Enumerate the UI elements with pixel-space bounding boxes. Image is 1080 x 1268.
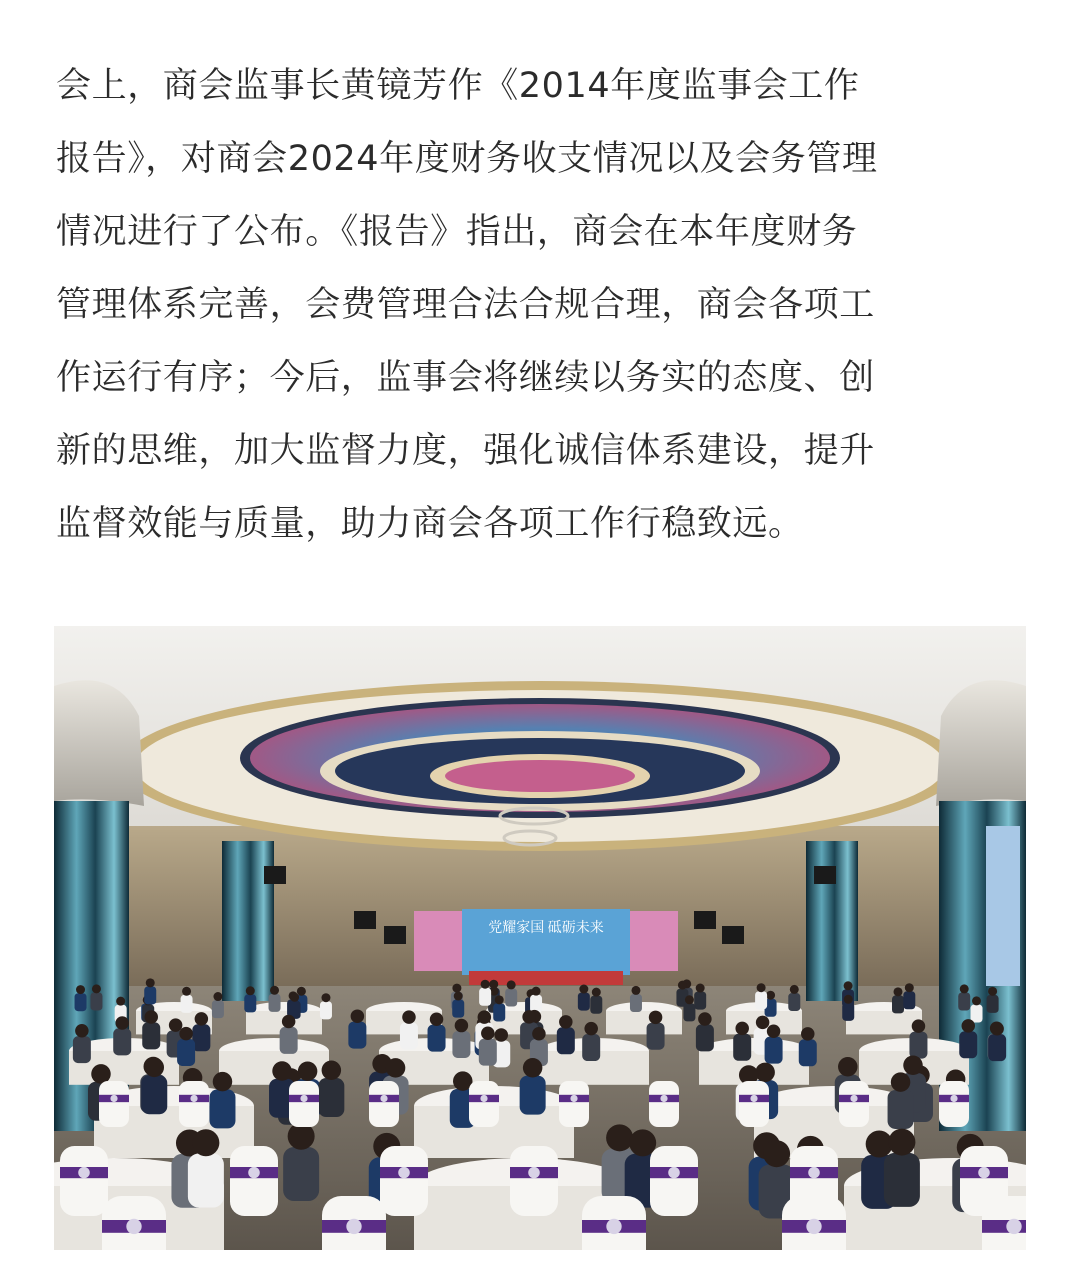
guest-body <box>590 996 602 1014</box>
chair-sash-buckle <box>850 1095 857 1102</box>
chair-cover <box>649 1081 679 1127</box>
chair-cover <box>230 1146 278 1216</box>
ceiling-center-light <box>445 760 635 792</box>
guest-body <box>557 1027 575 1054</box>
chair-sash-buckle <box>346 1219 361 1234</box>
guest-body <box>212 1000 224 1018</box>
guest-body <box>113 1028 131 1055</box>
guest-body <box>755 991 767 1009</box>
article-paragraph <box>56 50 1026 561</box>
guest-head <box>629 1129 656 1156</box>
guest-head <box>495 995 504 1004</box>
guest-head <box>755 1063 775 1083</box>
guest-body <box>400 1023 418 1050</box>
chair-sash-buckle <box>660 1095 667 1102</box>
guest-body <box>987 995 999 1013</box>
guest-body <box>75 993 87 1011</box>
guest-head <box>282 1015 296 1029</box>
guest-head <box>763 1140 790 1167</box>
paragraph-line: 会上，商会监事长黄镜芳作《2014年度监事会工作 <box>56 66 860 106</box>
chair-sash-buckle <box>380 1095 387 1102</box>
guest-head <box>75 1024 89 1038</box>
side-screen-right <box>630 911 678 971</box>
chair-cover <box>739 1081 769 1127</box>
guest-head <box>179 1027 193 1041</box>
guest-body <box>842 1003 854 1021</box>
guest-body <box>683 1003 695 1021</box>
chair-sash-buckle <box>398 1167 410 1179</box>
guest-head <box>559 1015 573 1029</box>
chair-sash-buckle <box>750 1095 757 1102</box>
guest-head <box>115 1016 128 1030</box>
guest-head <box>116 997 125 1006</box>
paragraph-line: 情况进行了公布。《报告》指出，商会在本年度财务 <box>56 212 858 252</box>
chair-sash-buckle <box>1006 1219 1021 1234</box>
paragraph-line: 作运行有序；今后，监事会将继续以务实的态度、创 <box>56 358 875 398</box>
paragraph-line: 管理体系完善，会费管理合法合规合理，商会各项工 <box>56 285 875 325</box>
guest-head <box>146 978 155 987</box>
guest-head <box>321 993 330 1002</box>
chair-sash-buckle <box>570 1095 577 1102</box>
guest-head <box>270 986 279 995</box>
guest-head <box>696 984 705 993</box>
chair-cover <box>939 1081 969 1127</box>
guest-head <box>298 1061 318 1081</box>
guest-body <box>694 992 706 1010</box>
guest-body <box>696 1024 714 1051</box>
guest-head <box>532 1027 546 1041</box>
chair-cover <box>179 1081 209 1127</box>
chair-sash-buckle <box>806 1219 821 1234</box>
guest-head <box>962 1019 976 1033</box>
guest-body <box>733 1034 751 1061</box>
guest-head <box>606 1124 633 1151</box>
guest-head <box>790 985 799 994</box>
guest-body <box>493 1003 505 1021</box>
chair-cover <box>380 1146 428 1216</box>
guest-body <box>141 1075 167 1114</box>
guest-head <box>649 1011 663 1025</box>
stage-light <box>354 911 376 929</box>
guest-head <box>213 992 222 1001</box>
guest-head <box>454 992 463 1001</box>
guest-head <box>322 1061 342 1081</box>
chair-cover <box>99 1081 129 1127</box>
guest-head <box>272 1061 292 1081</box>
guest-head <box>685 995 694 1004</box>
guest-body <box>181 995 193 1013</box>
guest-body <box>283 1147 319 1201</box>
guest-body <box>888 1090 914 1129</box>
chair-cover <box>369 1081 399 1127</box>
guest-head <box>455 1019 469 1033</box>
left-inner-pillar <box>222 841 274 1001</box>
chair-sash-buckle <box>978 1167 990 1179</box>
guest-body <box>958 992 970 1010</box>
chair-sash-buckle <box>126 1219 141 1234</box>
guest-body <box>971 1005 983 1023</box>
chair-cover <box>60 1146 108 1216</box>
guest-body <box>505 989 517 1007</box>
guest-head <box>579 985 588 994</box>
guest-head <box>76 985 85 994</box>
guest-body <box>630 994 642 1012</box>
guest-head <box>631 986 640 995</box>
guest-body <box>479 1039 497 1066</box>
guest-body <box>452 1031 470 1058</box>
guest-head <box>678 981 687 990</box>
guest-head <box>351 1009 365 1023</box>
guest-body <box>188 1154 224 1208</box>
stage-light <box>814 866 836 884</box>
guest-body <box>892 995 904 1013</box>
chair-sash-buckle <box>668 1167 680 1179</box>
guest-body <box>90 992 102 1010</box>
chair-cover <box>289 1081 319 1127</box>
guest-head <box>402 1010 416 1024</box>
guest-body <box>799 1039 817 1066</box>
guest-body <box>428 1025 446 1052</box>
guest-head <box>478 1010 492 1024</box>
guest-body <box>909 1032 927 1059</box>
stage-light <box>384 926 406 944</box>
guest-body <box>209 1089 235 1128</box>
guest-head <box>91 1064 111 1084</box>
guest-body <box>988 1034 1006 1061</box>
table-skirt <box>846 1011 922 1034</box>
banquet-hall-photo <box>54 626 1026 1250</box>
chair-sash-buckle <box>110 1095 117 1102</box>
banquet-hall-illustration <box>54 626 1026 1250</box>
chair-sash-buckle <box>248 1167 260 1179</box>
guest-body <box>530 995 542 1013</box>
chair-sash-buckle <box>606 1219 621 1234</box>
guest-head <box>290 993 299 1002</box>
stage-light <box>722 926 744 944</box>
guest-body <box>647 1023 665 1050</box>
guest-head <box>767 1024 781 1038</box>
guest-head <box>430 1013 444 1027</box>
guest-head <box>92 984 101 993</box>
guest-head <box>912 1019 926 1033</box>
chair-sash-buckle <box>480 1095 487 1102</box>
stage-screen-slogan: 党耀家国 砥砺未来 <box>488 921 604 936</box>
guest-head <box>735 1022 749 1036</box>
guest-head <box>801 1027 815 1041</box>
guest-head <box>905 983 914 992</box>
chair-cover <box>559 1081 589 1127</box>
right-banner <box>986 826 1020 986</box>
guest-head <box>182 987 191 996</box>
guest-head <box>592 988 601 997</box>
guest-head <box>144 1010 158 1024</box>
guest-head <box>192 1129 219 1156</box>
guest-head <box>766 991 775 1000</box>
guest-body <box>73 1036 91 1063</box>
guest-body <box>244 994 256 1012</box>
guest-body <box>269 994 281 1012</box>
guest-body <box>348 1022 366 1049</box>
guest-body <box>520 1076 546 1115</box>
guest-body <box>788 993 800 1011</box>
paragraph-line: 新的思维，加大监督力度，强化诚信体系建设，提升 <box>56 431 875 471</box>
guest-body <box>959 1031 977 1058</box>
guest-head <box>844 981 853 990</box>
guest-head <box>145 1058 165 1078</box>
chair-cover <box>469 1081 499 1127</box>
guest-body <box>903 991 915 1009</box>
guest-head <box>494 1028 508 1042</box>
guest-body <box>578 993 590 1011</box>
guest-head <box>386 1058 406 1078</box>
guest-head <box>888 1129 915 1156</box>
guest-head <box>195 1012 209 1025</box>
paragraph-line: 报告》，对商会2024年度财务收支情况以及会务管理 <box>56 139 878 179</box>
side-screen-left <box>414 911 462 971</box>
guest-head <box>838 1057 858 1077</box>
guest-body <box>479 988 491 1006</box>
guest-head <box>523 1058 543 1078</box>
guest-head <box>891 1072 911 1092</box>
chair-cover <box>650 1146 698 1216</box>
guest-body <box>765 1037 783 1064</box>
stage-light <box>264 866 286 884</box>
chair-sash-buckle <box>950 1095 957 1102</box>
chair-sash-buckle <box>528 1167 540 1179</box>
guest-head <box>757 983 766 992</box>
guest-head <box>960 984 969 993</box>
guest-head <box>972 996 981 1005</box>
chair-sash-buckle <box>78 1167 90 1179</box>
chair-cover <box>510 1146 558 1216</box>
right-inner-pillar <box>806 841 858 1001</box>
guest-body <box>884 1153 920 1207</box>
guest-head <box>246 986 255 995</box>
chair-cover <box>839 1081 869 1127</box>
guest-head <box>990 1022 1004 1036</box>
guest-head <box>698 1012 712 1026</box>
guest-head <box>894 987 903 996</box>
guest-body <box>318 1078 344 1117</box>
guest-head <box>532 987 541 996</box>
stage-light <box>694 911 716 929</box>
chair-sash-buckle <box>808 1167 820 1179</box>
guest-body <box>144 986 156 1004</box>
guest-head <box>988 987 997 996</box>
guest-head <box>481 980 490 989</box>
guest-head <box>481 1026 495 1040</box>
guest-body <box>280 1027 298 1054</box>
chair-sash-buckle <box>190 1095 197 1102</box>
guest-head <box>297 987 306 996</box>
guest-head <box>169 1018 183 1031</box>
guest-body <box>320 1001 332 1019</box>
stage-screen <box>462 909 630 975</box>
guest-body <box>452 1000 464 1018</box>
guest-body <box>582 1034 600 1061</box>
guest-head <box>452 984 461 993</box>
guest-head <box>844 995 853 1004</box>
guest-head <box>584 1022 598 1035</box>
guest-body <box>142 1022 160 1049</box>
table-skirt <box>606 1011 682 1034</box>
paragraph-line: 监督效能与质量，助力商会各项工作行稳致远。 <box>56 504 804 544</box>
guest-head <box>213 1072 233 1092</box>
guest-head <box>903 1056 923 1076</box>
chair-sash-buckle <box>300 1095 307 1102</box>
guest-head <box>522 1010 536 1024</box>
guest-head <box>507 980 516 989</box>
guest-body <box>177 1039 195 1066</box>
guest-head <box>756 1016 770 1030</box>
